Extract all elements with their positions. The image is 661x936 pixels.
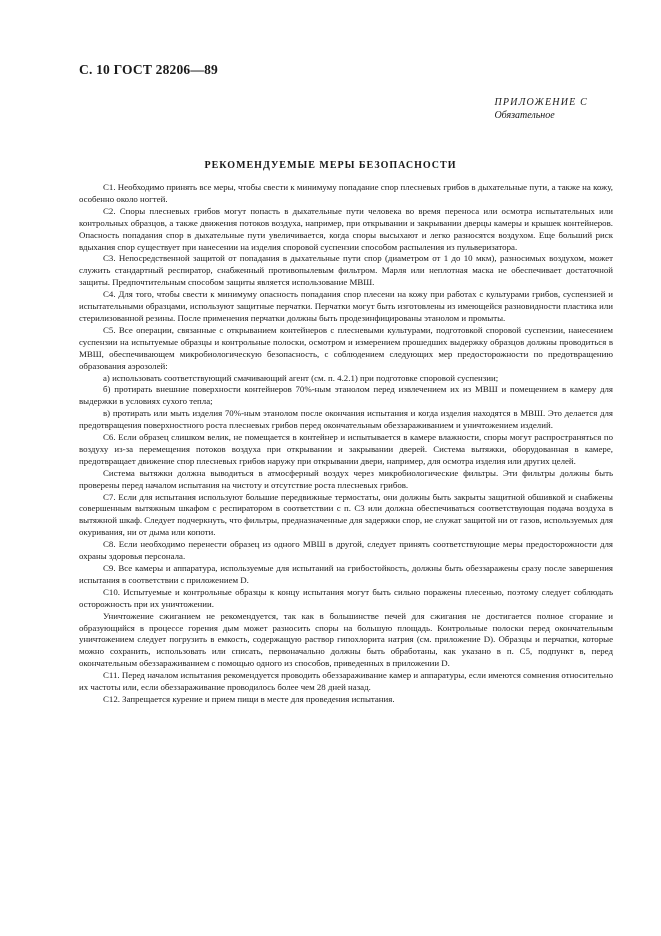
paragraph-c9: С9. Все камеры и аппаратура, используемые для испытаний на грибостойкость, должны быть обеззаражены сразу после завершения испытания в соответствии с приложением D.: [79, 563, 613, 585]
paragraph-c10: С10. Испытуемые и контрольные образцы к концу испытания могут быть сильно поражены плесенью, поэтому следует соблюдать осторожность при их уничтожении.: [79, 586, 613, 609]
document-body: [79, 182, 613, 706]
paragraph-c7: С7. Если для испытания используют большие передвижные термостаты, они должны быть закрыты защитной обшивкой и снабжены совершенным вытяжным шкафом с респиратором в соответствии с п. С3 или должна обеспечиваться соответствующая подача воздуха в вытяжной шкаф. Следует подчеркнуть, что фильтры, предназначенные для задержки спор, не служат защитой ни от газов, используемых для окуривания, ни от дыма или копоти.: [79, 491, 613, 538]
paragraph-c8: С8. Если необходимо перенести образец из одного МВШ в другой, следует принять соответствующие меры предосторожности для охраны здоровья персонала.: [79, 539, 613, 562]
paragraph-c5-c: в) протирать или мыть изделия 70%-ным этанолом после окончания испытания и когда изделия находятся в МВШ. Это делается для предотвращения поверхностного роста плесневых грибов перед окончательным обеззараживанием и уничтожением изделий.: [79, 408, 613, 431]
paragraph-c2: С2. Споры плесневых грибов могут попасть в дыхательные пути человека во время переноса или осмотра испытательных или контрольных образцов, а также движения потоков воздуха, например, при открывании и закрывании дверцы камеры и крышек контейнеров. Опасность попадания спор в дыхательные пути увеличивается, когда споры высыхают и легко разносятся воздухом. Еще больший риск вдыхания спор существует при нанесении на изделия споровой суспензии способом распыления из пульверизатора.: [79, 205, 613, 252]
page-header: С. 10 ГОСТ 28206—89: [79, 62, 218, 77]
paragraph-c5-b: б) протирать внешние поверхности контейнеров 70%-ным этанолом перед извлечением их из МВШ и помещением в камеру для выдержки в условиях сухого тепла;: [79, 384, 613, 407]
paragraph-c10-destruction: Уничтожение сжиганием не рекомендуется, так как в большинстве печей для сжигания не достигается полное сгорание и образующийся в процессе горения дым может разносить споры на большую площадь. Контрольные полоски перед окончательным уничтожением следует погрузить в емкость, содержащую раствор гипохлорита натрия (см. приложение D). Образцы и перчатки, которые можно сохранить, использовать или списать, первоначально должны быть обработаны, как указано в п. С5, подпункт в, перед окончательным обеззараживанием с помощью одного из способов, приведенных в приложении D.: [79, 610, 613, 669]
paragraph-c1: С1. Необходимо принять все меры, чтобы свести к минимуму попадание спор плесневых грибов в дыхательные пути, а также на кожу, особенно около ногтей.: [79, 182, 613, 204]
paragraph-c6-exhaust: Система вытяжки должна выводиться в атмосферный воздух через микробиологические фильтры. Эти фильтры должны быть проверены перед началом испытания на чистоту и отсутствие роста плесневых грибов.: [79, 467, 613, 490]
appendix-block: [494, 96, 588, 122]
appendix-title: ПРИЛОЖЕНИЕ С: [494, 97, 588, 108]
paragraph-c4: С4. Для того, чтобы свести к минимуму опасность попадания спор плесени на кожу при работах с культурами грибов, суспензией и испытательными образцами, используют защитные перчатки. Перчатки могут быть изготовлены из имеющейся разновидности пластика или стерилизованной резины. После применения перчатки должны быть продезинфицированы этанолом и промыты.: [79, 289, 613, 323]
paragraph-c5-a: а) использовать соответствующий смачивающий агент (см. п. 4.2.1) при подготовке споровой суспензии;: [103, 372, 499, 383]
paragraph-c3: С3. Непосредственной защитой от попадания в дыхательные пути спор (диаметром от 1 до 10 мкм), разносимых воздухом, может служить стандартный респиратор, снабженный противопылевым фильтром. Марля или неплотная маска не обеспечивает достаточной защиты. Предпочтительным способом защиты является использование МВШ.: [79, 253, 613, 288]
paragraph-c12: С12. Запрещается курение и прием пищи в месте для проведения испытания.: [103, 693, 395, 704]
appendix-status: Обязательное: [494, 110, 555, 121]
paragraph-c11: С11. Перед началом испытания рекомендуется проводить обеззараживание камер и аппаратуры, если имеются сомнения относительно их частоты или, если обеззараживание проводилось более чем 28 дней назад.: [79, 670, 613, 693]
section-title: РЕКОМЕНДУЕМЫЕ МЕРЫ БЕЗОПАСНОСТИ: [204, 160, 457, 171]
paragraph-c5: С5. Все операции, связанные с открыванием контейнеров с плесневыми культурами, подготовкой споровой суспензии, нанесением суспензии на испытуемые образцы и контрольные полоски, осмотром и измерением прошедших выдержку образцов должны проводиться в МВШ, обеспечивающем микробиологическую безопасность, с соблюдением следующих мер предосторожности по предотвращению образования аэрозолей:: [79, 324, 613, 371]
paragraph-c6: С6. Если образец слишком велик, не помещается в контейнер и испытывается в камере влажности, споры могут распространяться по воздуху из-за перемещения потоков воздуха при открывании и закрывании дверей. Система вытяжки, оборудованная в камере, предотвращает движение спор плесневых грибов наружу при открывании двери, например, для осмотра изделия или других целей.: [79, 432, 613, 466]
